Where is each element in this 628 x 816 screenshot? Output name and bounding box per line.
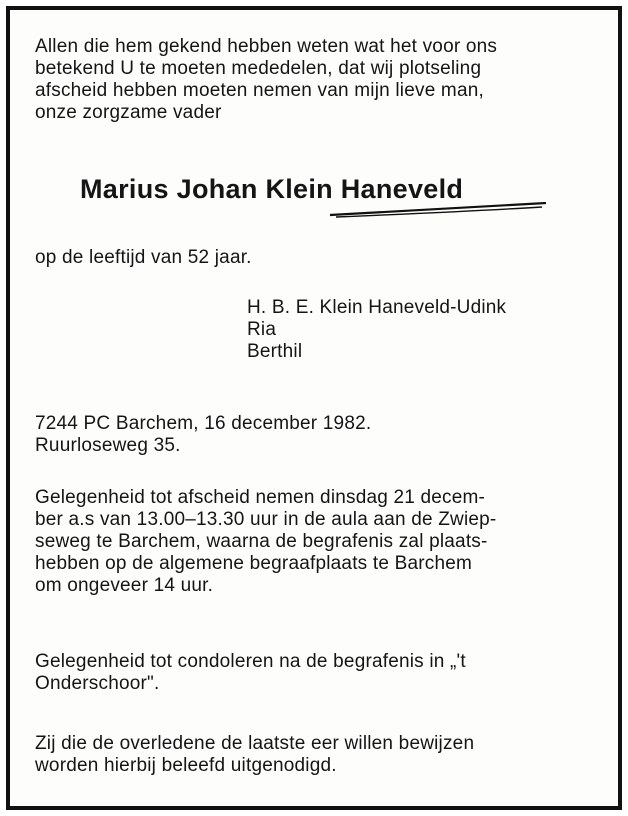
intro-line: onze zorgzame vader bbox=[35, 102, 222, 123]
name-underline-flourish bbox=[328, 202, 550, 218]
farewell-paragraph bbox=[35, 487, 496, 597]
condolence-line: Gelegenheid tot condoleren na de begrafenis in „'t bbox=[35, 651, 466, 672]
intro-line: Allen die hem gekend hebben weten wat het voor ons bbox=[35, 36, 498, 57]
invitation-line: worden hierbij beleefd uitgenodigd. bbox=[35, 755, 337, 776]
age-line: op de leeftijd van 52 jaar. bbox=[35, 247, 252, 268]
condolence-line: Onderschoor". bbox=[35, 673, 160, 694]
street-address: Ruurloseweg 35. bbox=[35, 435, 181, 456]
condolence-paragraph bbox=[35, 651, 466, 695]
spouse-name: H. B. E. Klein Haneveld-Udink bbox=[247, 297, 507, 318]
invitation-paragraph bbox=[35, 733, 474, 777]
deceased-name: Marius Johan Klein Haneveld bbox=[80, 174, 464, 204]
address-block bbox=[35, 413, 371, 457]
intro-paragraph bbox=[35, 36, 497, 124]
intro-line: betekend U te moeten mededelen, dat wij plotseling bbox=[35, 58, 482, 79]
family-names bbox=[247, 297, 506, 363]
farewell-line: seweg te Barchem, waarna de begrafenis zal plaats- bbox=[35, 531, 488, 552]
farewell-line: ber a.s van 13.00–13.30 uur in de aula aan de Zwiep- bbox=[35, 509, 497, 530]
place-date: 7244 PC Barchem, 16 december 1982. bbox=[35, 413, 372, 434]
child-name: Berthil bbox=[247, 341, 303, 362]
child-name: Ria bbox=[247, 319, 277, 340]
invitation-line: Zij die de overledene de laatste eer willen bewijzen bbox=[35, 733, 475, 754]
farewell-line: om ongeveer 14 uur. bbox=[35, 575, 214, 596]
farewell-line: hebben op de algemene begraafplaats te Barchem bbox=[35, 553, 473, 574]
farewell-line: Gelegenheid tot afscheid nemen dinsdag 21 decem- bbox=[35, 487, 486, 508]
intro-line: afscheid hebben moeten nemen van mijn lieve man, bbox=[35, 80, 484, 101]
